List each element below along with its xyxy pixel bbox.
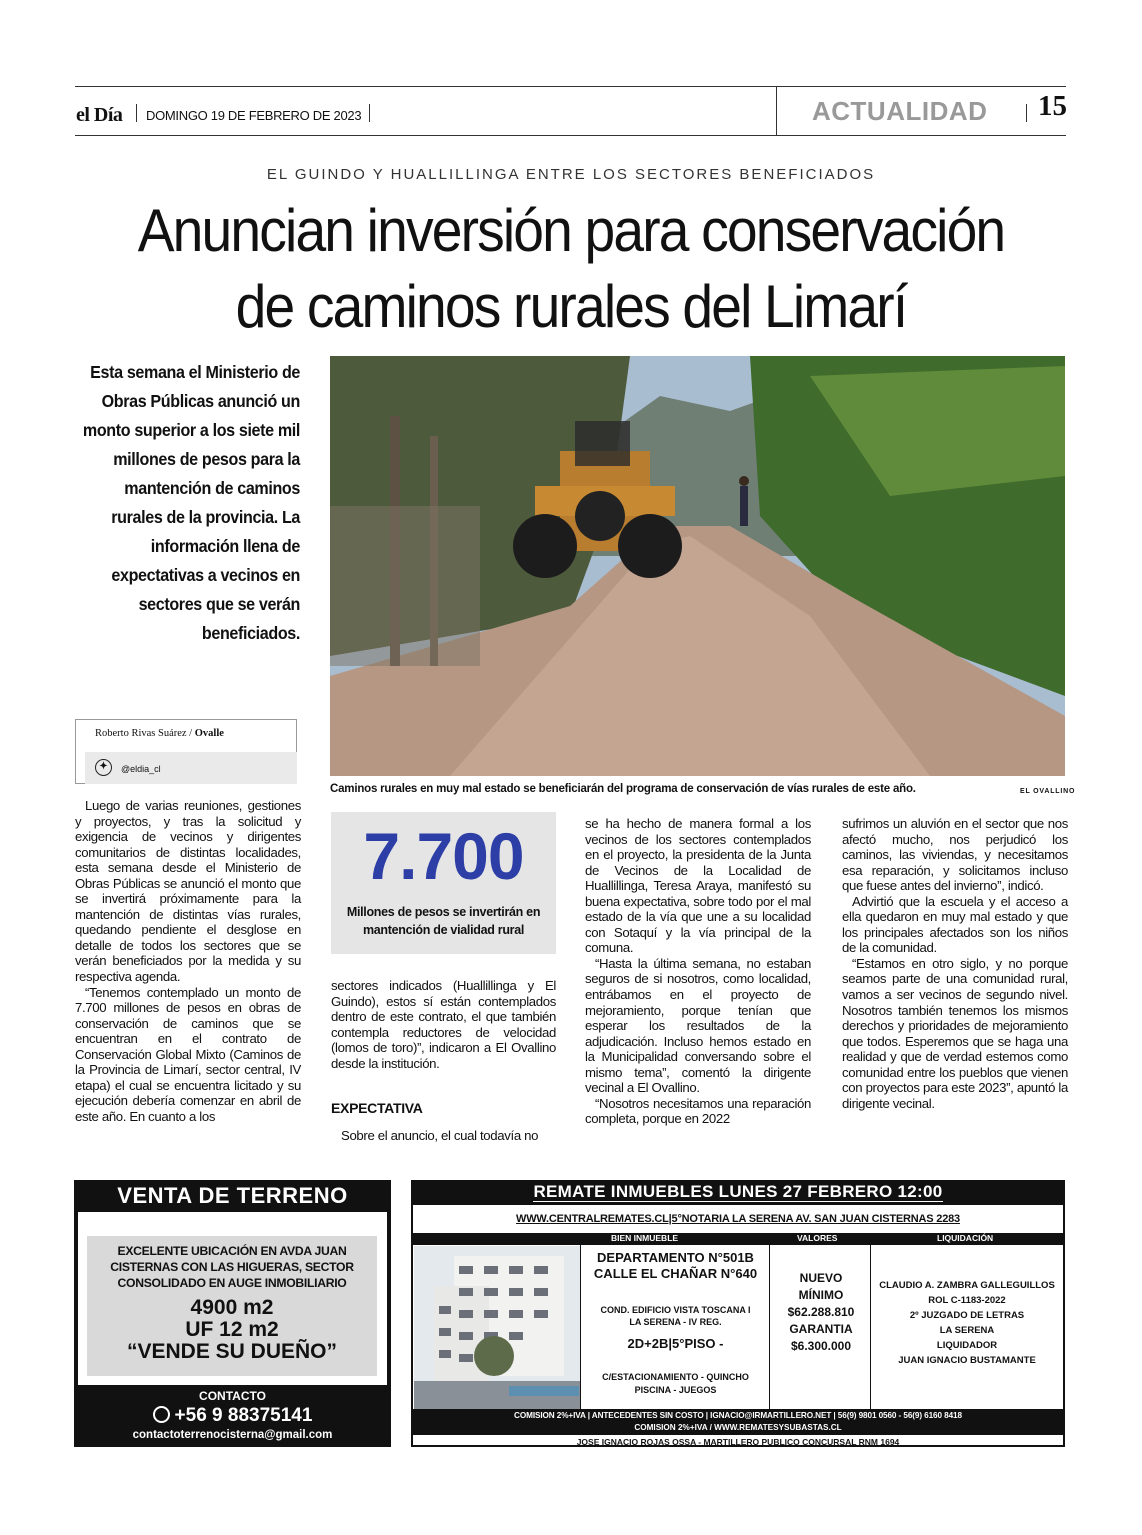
desc-line: CONSOLIDADO EN AUGE INMOBILIARIO <box>117 1276 347 1290</box>
col-header-bien: BIEN INMUEBLE <box>611 1233 679 1243</box>
column-divider <box>580 1245 581 1410</box>
paragraph: “Estamos en otro siglo, y no porque seamos parte de una comunidad rural, vamos a ser vecinos de segundo nivel. Nosotros también tenemos los mismos derechos y prioridades de mejoramiento que todos. Esperemos que se haga una realidad y que de verdad estemos como comunidad entre los pueblos que vienen con proyectos para este 2023”, apuntó la dirigente vecinal. <box>842 955 1068 1111</box>
remate-footer-commission: COMISION 2%+IVA / WWW.REMATESYSUBASTAS.CL <box>634 1423 842 1432</box>
paragraph: se ha hecho de manera formal a los vecinos de los sectores contemplados en el proyecto, la presidenta de la Junta de Vecinos de la Localidad de Huallillinga, Teresa Araya, manifestó su buena expectativa, sobre todo por el mal estado de la vía que une a su localidad con Sotaquí y la vía principal de la comuna. <box>585 816 811 956</box>
phone-number: +56 9 88375141 <box>174 1405 313 1426</box>
header-rule-top <box>75 86 1066 87</box>
newspaper-logo: el Día <box>76 104 123 126</box>
author-location: Ovalle <box>194 728 224 739</box>
cond-line: LA SERENA - IV REG. <box>629 1317 722 1327</box>
remate-footer-info: COMISION 2%+IVA | ANTECEDENTES SIN COSTO | IGNACIO@IRMARTILLERO.NET | 56(9) 9801 0560 - 56(9) 6160 8418 <box>514 1411 962 1420</box>
terreno-owner: “VENDE SU DUEÑO” <box>126 1340 338 1363</box>
header-rule-bottom <box>75 135 1066 136</box>
desc-line: CISTERNAS CON LAS HIGUERAS, SECTOR <box>110 1260 354 1274</box>
terreno-ad-highlights <box>87 1297 377 1363</box>
building-photo <box>414 1246 580 1409</box>
twitter-handle[interactable]: @eldia_cl <box>121 764 161 774</box>
value-line: $6.300.000 <box>790 1339 852 1353</box>
terreno-price: UF 12 m2 <box>185 1318 279 1341</box>
liq-line: 2º JUZGADO DE LETRAS <box>909 1310 1025 1321</box>
article-lead: Esta semana el Ministerio de Obras Públicas anunció un monto superior a los siete mil millones de pesos para la mantención de caminos rurales de la provincia. La información llena de expectativas a vecinos en sectores que se verán beneficiados. <box>82 362 300 643</box>
article-column-2 <box>331 978 556 1071</box>
author-byline <box>95 728 224 739</box>
contact-phone[interactable] <box>74 1405 391 1427</box>
terreno-ad-title: VENTA DE TERRENO <box>117 1183 348 1208</box>
article-column-4 <box>842 816 1068 1111</box>
photo-caption: Caminos rurales en muy mal estado se beneficiarán del programa de conservación de vías rurales de este año. <box>330 783 916 795</box>
paragraph: “Tenemos contemplado un monto de 7.700 millones de pesos en obras de conservación de caminos que se encuentran en el contrato de Conservación Global Mixto (Caminos de la Provincia de Limarí, sector central, IV etapa) el cual se encuentra licitado y su ejecución debería comenzar en abril de este año. En cuanto a los <box>75 984 301 1124</box>
paragraph: Luego de varias reuniones, gestiones y proyectos, y tras la solicitud y exigencia de vecinos y dirigentes comunitarios de distintas localidades, esta semana desde el Ministerio de Obras Públicas se anunció el monto que se invertirá próximamente para la mantención de distintas vías rurales, quedando pendiente el desglose en detalle de todos los sectores que se verán beneficiados por la medida y su respectiva agenda. <box>75 798 301 985</box>
col-header-valores: VALORES <box>797 1233 838 1243</box>
property-line: DEPARTAMENTO N°501B <box>597 1250 754 1265</box>
liq-line: JUAN IGNACIO BUSTAMANTE <box>898 1355 1036 1366</box>
column-divider <box>769 1245 770 1410</box>
desc-line: EXCELENTE UBICACIÓN EN AVDA JUAN <box>117 1244 347 1258</box>
photo-credit: EL OVALLINO <box>1020 788 1076 795</box>
article-headline <box>101 193 1041 345</box>
remate-amenities <box>583 1371 768 1397</box>
value-line: NUEVO <box>799 1271 843 1285</box>
property-line: CALLE EL CHAÑAR N°640 <box>593 1266 758 1281</box>
liq-line: ROL C-1183-2022 <box>928 1295 1006 1306</box>
paragraph: sectores indicados (Huallillinga y El Guindo), estos sí están contemplados dentro de este contrato, el que también contempla reductores de velocidad (lomos de toro)”, indicaron a El Ovallino desde la institución. <box>331 978 556 1071</box>
contact-email[interactable]: contactoterrenocisterna@gmail.com <box>132 1429 333 1441</box>
col-header-liquidacion: LIQUIDACIÓN <box>937 1233 994 1243</box>
amenity-line: C/ESTACIONAMIENTO - QUINCHO <box>602 1372 749 1382</box>
liq-line: LIQUIDADOR <box>936 1340 998 1351</box>
remate-title <box>411 1182 1065 1202</box>
amenity-line: PISCINA - JUEGOS <box>634 1385 717 1395</box>
paragraph: Sobre el anuncio, el cual todavía no <box>341 1128 539 1143</box>
stat-text: Millones de pesos se invertirán en mantención de vialidad rural <box>346 905 541 937</box>
twitter-bar <box>85 752 297 784</box>
remate-title-text: REMATE INMUEBLES LUNES 27 FEBRERO 12:00 <box>533 1182 943 1201</box>
remate-url[interactable]: WWW.CENTRALREMATES.CL|5°NOTARIA LA SERENA AV. SAN JUAN CISTERNAS 2283 <box>516 1213 960 1225</box>
paragraph: sufrimos un aluvión en el sector que nos afectó mucho, nos perjudicó los caminos, las viviendas, y necesitamos esa reparación, y solicitamos incluso que fuese antes del invierno”, indicó. <box>842 816 1068 894</box>
header-divider <box>776 86 777 136</box>
remate-rooms: 2D+2B|5°PISO - <box>627 1336 724 1351</box>
terreno-ad-description <box>87 1243 377 1291</box>
headline-line: de caminos rurales del Limarí <box>235 273 907 340</box>
column-divider <box>870 1245 871 1410</box>
remate-condominium <box>583 1304 768 1328</box>
header-tick <box>369 104 370 122</box>
value-line: MÍNIMO <box>798 1288 844 1302</box>
whatsapp-icon <box>153 1406 170 1423</box>
headline-line: Anuncian inversión para conservación <box>137 197 1005 264</box>
value-line: GARANTIA <box>789 1322 853 1336</box>
remate-footer-auctioneer: JOSE IGNACIO ROJAS OSSA - MARTILLERO PUBLICO CONCURSAL RNM 1694 <box>576 1437 900 1447</box>
remate-values <box>772 1270 870 1355</box>
header-tick <box>1026 104 1027 122</box>
article-kicker: EL GUINDO Y HUALLILLINGA ENTRE LOS SECTORES BENEFICIADOS <box>266 166 876 183</box>
section-name: ACTUALIDAD <box>812 96 988 126</box>
stat-number: 7.700 <box>363 819 524 893</box>
article-column-3 <box>585 816 811 1127</box>
article-column-2b <box>331 1128 556 1144</box>
article-photo <box>330 356 1065 776</box>
terreno-size: 4900 m2 <box>190 1296 274 1319</box>
author-name: Roberto Rivas Suárez / <box>95 728 193 739</box>
paragraph: Advirtió que la escuela y el acceso a ella quedaron en muy mal estado y que los principales afectados son los niños de la comunidad. <box>842 893 1068 956</box>
cond-line: COND. EDIFICIO VISTA TOSCANA I <box>600 1305 751 1315</box>
liq-line: LA SERENA <box>939 1325 995 1336</box>
page-number: 15 <box>1038 90 1067 122</box>
edition-date: DOMINGO 19 DE FEBRERO DE 2023 <box>146 108 362 123</box>
value-line: $62.288.810 <box>787 1305 855 1319</box>
remate-liquidation <box>872 1278 1062 1368</box>
header-tick <box>136 104 137 122</box>
paragraph: “Nosotros necesitamos una reparación completa, porque en 2022 <box>585 1095 811 1127</box>
remate-property <box>583 1250 768 1282</box>
liq-line: CLAUDIO A. ZAMBRA GALLEGUILLOS <box>879 1280 1055 1291</box>
article-column-1 <box>75 798 301 1124</box>
paragraph: “Hasta la última semana, no estaban seguros de si nosotros, como localidad, entrábamos en el proyecto de mejoramiento, porque tenían que esperar los resultados de la adjudicación. Incluso hemos estado en la Municipalidad conversando sobre el mismo tema”, comentó la dirigente vecinal a El Ovallino. <box>585 955 811 1096</box>
contact-label: CONTACTO <box>199 1389 266 1403</box>
article-subhead: EXPECTATIVA <box>331 1100 423 1116</box>
twitter-icon: ✦ <box>95 759 112 776</box>
